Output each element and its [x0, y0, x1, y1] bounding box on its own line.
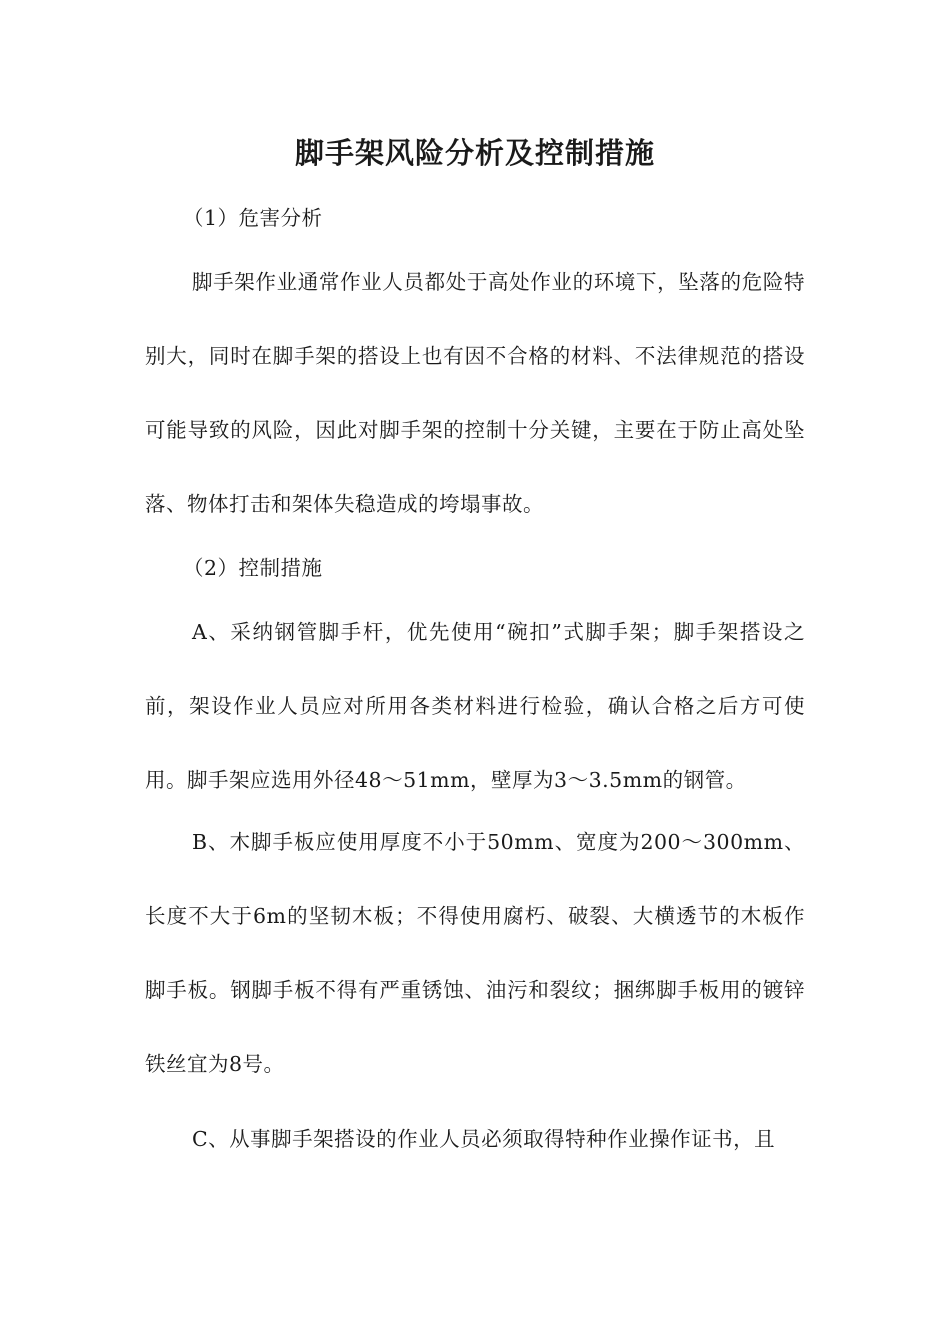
paragraph-item-c: C、从事脚手架搭设的作业人员必须取得特种作业操作证书，且	[192, 1127, 776, 1151]
document-title: 脚手架风险分析及控制措施	[294, 136, 655, 170]
paragraph-item-b: B、木脚手板应使用厚度不小于50mm、宽度为200～300mm、长度不大于6m的坚韧木板；不得使用腐朽、破裂、大横透节的木板作脚手板。钢脚手板不得有严重锈蚀、油污和裂纹；捆绑脚手板用的镀锌铁丝宜为8号。	[145, 830, 805, 1076]
paragraph-hazard-analysis: 脚手架作业通常作业人员都处于高处作业的环境下，坠落的危险特别大，同时在脚手架的搭设上也有因不合格的材料、不法律规范的搭设可能导致的风险，因此对脚手架的控制十分关键，主要在于防止高处坠落、物体打击和架体失稳造成的垮塌事故。	[145, 270, 805, 516]
section-heading-hazard-analysis: （1）危害分析	[183, 206, 323, 230]
section-heading-control-measures: （2）控制措施	[183, 556, 323, 580]
paragraph-item-a: A、采纳钢管脚手杆，优先使用“碗扣”式脚手架；脚手架搭设之前，架设作业人员应对所用各类材料进行检验，确认合格之后方可使用。脚手架应选用外径48～51mm，壁厚为3～3.5mm的钢管。	[145, 620, 805, 792]
